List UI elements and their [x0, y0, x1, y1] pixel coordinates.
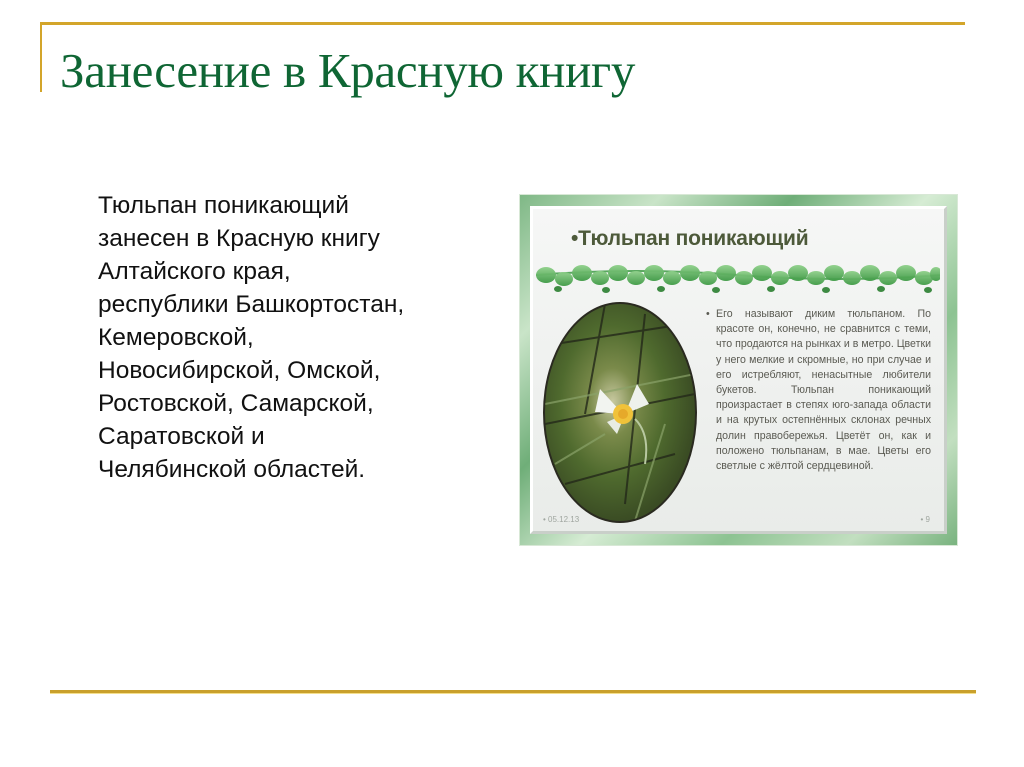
body-line: занесен в Красную книгу	[98, 225, 380, 252]
body-line: Саратовской и	[98, 423, 265, 450]
embedded-slide-image	[520, 195, 957, 545]
body-line: Тюльпан поникающий	[98, 192, 349, 219]
body-line: Алтайского края,	[98, 258, 291, 285]
tulip-photo	[543, 302, 697, 523]
top-gold-rule	[40, 22, 965, 25]
body-line: Новосибирской, Омской,	[98, 357, 381, 384]
tulip-flower-icon	[545, 304, 695, 521]
slide-body-text	[98, 189, 514, 486]
body-line: Ростовской, Самарской,	[98, 390, 374, 417]
embedded-slide-paragraph	[706, 307, 931, 474]
ivy-garland-icon	[536, 261, 940, 295]
paragraph-text: Его называют диким тюльпаном. По красоте он, конечно, не сравнится с теми, что продаются на рынках и в метро. Цветки у него мелкие и скромные, но при случае и его истребляют, ненасытные любители букетов. Тюльпан поникающий произрастает в степях юго-запада области и на крутых остепнённых склонах речных долин правобережья. Цветёт он, как и положено тюльпанам, в мае. Цветы его светлые с жёлтой сердцевиной.	[716, 308, 931, 473]
body-line: Челябинской областей.	[98, 456, 366, 483]
bottom-gold-rule	[50, 690, 976, 693]
slide-title: Занесение в Красную книгу	[60, 43, 636, 98]
left-gold-rule	[40, 22, 42, 92]
body-line: Кемеровской,	[98, 324, 254, 351]
embedded-slide-date: • 05.12.13	[543, 515, 580, 524]
embedded-slide-panel	[530, 206, 947, 534]
embedded-slide-page-number: • 9	[920, 515, 930, 524]
bullet: •	[706, 308, 710, 320]
embedded-slide-title: •Тюльпан поникающий	[571, 227, 809, 250]
body-line: республики Башкортостан,	[98, 291, 405, 318]
